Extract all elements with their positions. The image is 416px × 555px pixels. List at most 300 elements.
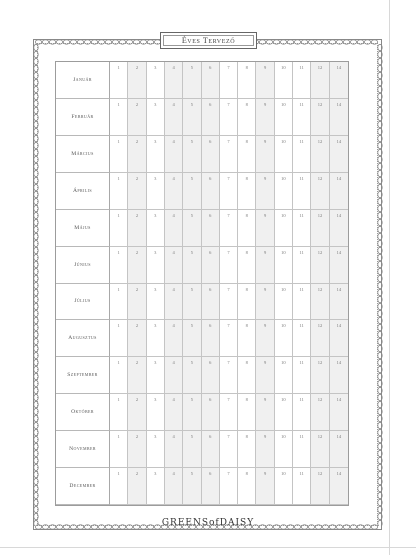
day-cell[interactable] [165, 210, 183, 247]
day-cell[interactable] [128, 210, 146, 247]
day-cell[interactable] [165, 136, 183, 173]
day-cell[interactable] [110, 173, 128, 210]
day-cell[interactable] [311, 99, 329, 136]
day-cell[interactable] [183, 284, 201, 321]
day-number: 2 [135, 434, 139, 440]
day-cell[interactable] [293, 173, 311, 210]
day-cell[interactable] [165, 468, 183, 505]
day-cell[interactable] [293, 99, 311, 136]
brand-logo: GREENSofDAISY [161, 518, 255, 528]
day-cell[interactable] [183, 136, 201, 173]
day-cell[interactable] [165, 173, 183, 210]
day-number: 3 [154, 249, 157, 255]
day-cell[interactable] [202, 357, 220, 394]
day-number: 7 [227, 397, 230, 403]
day-cell[interactable] [147, 62, 165, 99]
day-cell[interactable] [238, 357, 256, 394]
day-number: 6 [209, 286, 212, 292]
day-cell[interactable] [293, 247, 311, 284]
day-number: 4 [172, 175, 175, 181]
day-number: 10 [281, 434, 286, 440]
day-number: 12 [317, 101, 323, 107]
day-cell[interactable] [256, 320, 274, 357]
day-cell[interactable] [183, 99, 201, 136]
day-cell[interactable] [293, 394, 311, 431]
day-number: 6 [209, 65, 212, 70]
day-number: 8 [245, 323, 248, 329]
day-cell[interactable] [256, 99, 274, 136]
day-cell[interactable] [128, 357, 146, 394]
day-cell[interactable] [202, 431, 220, 468]
day-cell[interactable] [256, 394, 274, 431]
day-cell[interactable] [256, 468, 274, 505]
month-label: Augusztus [56, 320, 110, 357]
day-cell[interactable] [238, 136, 256, 173]
day-number: 1 [117, 360, 120, 366]
month-label: Október [56, 394, 110, 431]
day-number: 9 [263, 471, 267, 477]
day-number: 5 [190, 286, 193, 292]
day-cell[interactable] [330, 62, 348, 99]
chain-border-right-icon [376, 44, 384, 526]
title-banner [160, 32, 257, 49]
day-cell[interactable] [147, 136, 165, 173]
day-number: 11 [299, 175, 304, 181]
day-number: 4 [172, 212, 175, 218]
month-label: Július [56, 284, 110, 321]
day-number: 5 [190, 175, 193, 181]
day-cell[interactable] [183, 320, 201, 357]
day-cell[interactable] [256, 284, 274, 321]
day-cell[interactable] [330, 431, 348, 468]
day-number: 7 [227, 175, 230, 181]
day-cell[interactable] [183, 394, 201, 431]
day-cell[interactable] [256, 431, 274, 468]
day-cell[interactable] [220, 136, 238, 173]
day-number: 10 [281, 360, 286, 366]
day-number: 10 [281, 249, 286, 255]
day-number: 5 [190, 360, 193, 366]
day-number: 6 [209, 175, 212, 181]
day-number: 5 [190, 249, 193, 255]
day-cell[interactable] [311, 247, 329, 284]
day-cell[interactable] [330, 284, 348, 321]
day-cell[interactable] [238, 99, 256, 136]
day-cell[interactable] [202, 320, 220, 357]
day-cell[interactable] [256, 247, 274, 284]
day-cell[interactable] [202, 99, 220, 136]
day-number: 2 [135, 249, 139, 255]
day-number: 6 [209, 101, 212, 107]
day-number: 5 [190, 434, 193, 440]
day-cell[interactable] [311, 320, 329, 357]
day-cell[interactable] [165, 394, 183, 431]
day-number: 8 [245, 397, 248, 403]
day-cell[interactable] [330, 394, 348, 431]
page-title: Éves Tervező [181, 36, 236, 45]
day-cell[interactable] [256, 173, 274, 210]
day-cell[interactable] [110, 431, 128, 468]
day-cell[interactable] [183, 62, 201, 99]
day-number: 3 [154, 212, 157, 218]
day-cell[interactable] [165, 99, 183, 136]
day-cell[interactable] [220, 99, 238, 136]
day-number: 8 [245, 101, 248, 107]
day-number: 3 [154, 323, 157, 329]
day-number: 6 [209, 323, 212, 329]
day-number: 12 [317, 471, 323, 477]
day-number: 14 [336, 65, 342, 70]
day-number: 4 [172, 323, 175, 329]
day-cell[interactable] [220, 431, 238, 468]
day-number: 2 [135, 286, 139, 292]
day-cell[interactable] [220, 247, 238, 284]
day-cell[interactable] [128, 99, 146, 136]
day-cell[interactable] [183, 210, 201, 247]
day-number: 9 [263, 397, 267, 403]
day-cell[interactable] [128, 247, 146, 284]
day-number: 1 [117, 101, 120, 107]
day-number: 12 [317, 434, 323, 440]
day-number: 11 [299, 65, 304, 70]
day-number: 12 [317, 397, 323, 403]
day-number: 11 [299, 397, 304, 403]
day-cell[interactable] [220, 394, 238, 431]
day-number: 14 [336, 249, 342, 255]
day-number: 3 [154, 360, 157, 366]
day-cell[interactable] [275, 357, 293, 394]
day-number: 14 [336, 471, 342, 477]
day-cell[interactable] [128, 468, 146, 505]
day-cell[interactable] [238, 320, 256, 357]
day-cell[interactable] [293, 62, 311, 99]
day-number: 14 [336, 286, 342, 292]
day-cell[interactable] [110, 284, 128, 321]
day-number: 14 [336, 434, 342, 440]
day-number: 8 [245, 471, 248, 477]
day-number: 11 [299, 101, 304, 107]
day-number: 14 [336, 212, 342, 218]
day-cell[interactable] [147, 394, 165, 431]
day-cell[interactable] [202, 210, 220, 247]
day-number: 10 [281, 471, 286, 477]
day-number: 3 [154, 434, 157, 440]
day-number: 4 [172, 286, 175, 292]
day-cell[interactable] [165, 247, 183, 284]
day-number: 10 [281, 212, 286, 218]
month-label: November [56, 431, 110, 468]
day-number: 4 [172, 434, 175, 440]
day-number: 8 [245, 249, 248, 255]
day-cell[interactable] [256, 62, 274, 99]
day-cell[interactable] [311, 394, 329, 431]
month-label: December [56, 468, 110, 505]
day-cell[interactable] [330, 468, 348, 505]
day-cell[interactable] [293, 468, 311, 505]
day-cell[interactable] [330, 99, 348, 136]
day-cell[interactable] [165, 357, 183, 394]
month-label: Április [56, 173, 110, 210]
day-number: 12 [317, 360, 323, 366]
day-cell[interactable] [275, 62, 293, 99]
day-cell[interactable] [311, 468, 329, 505]
day-number: 7 [227, 434, 230, 440]
day-number: 4 [172, 138, 175, 144]
day-cell[interactable] [330, 136, 348, 173]
day-number: 1 [117, 471, 120, 477]
day-number: 2 [135, 65, 139, 70]
day-cell[interactable] [311, 210, 329, 247]
day-cell[interactable] [147, 247, 165, 284]
day-cell[interactable] [293, 431, 311, 468]
day-number: 14 [336, 175, 342, 181]
day-cell[interactable] [110, 136, 128, 173]
day-cell[interactable] [147, 320, 165, 357]
day-number: 11 [299, 249, 304, 255]
month-label: Május [56, 210, 110, 247]
day-number: 8 [245, 286, 248, 292]
day-number: 9 [263, 323, 267, 329]
day-cell[interactable] [330, 357, 348, 394]
day-cell[interactable] [110, 320, 128, 357]
day-number: 8 [245, 360, 248, 366]
day-number: 1 [117, 323, 120, 329]
day-number: 7 [227, 360, 230, 366]
day-cell[interactable] [147, 173, 165, 210]
day-cell[interactable] [330, 210, 348, 247]
day-number: 11 [299, 323, 304, 329]
day-cell[interactable] [147, 431, 165, 468]
day-cell[interactable] [275, 99, 293, 136]
day-cell[interactable] [311, 431, 329, 468]
day-number: 3 [154, 65, 157, 70]
day-number: 5 [190, 397, 193, 403]
day-cell[interactable] [110, 62, 128, 99]
day-cell[interactable] [238, 62, 256, 99]
day-cell[interactable] [147, 468, 165, 505]
day-cell[interactable] [256, 357, 274, 394]
day-number: 10 [281, 101, 286, 107]
day-cell[interactable] [110, 357, 128, 394]
day-number: 9 [263, 101, 267, 107]
day-cell[interactable] [128, 394, 146, 431]
day-cell[interactable] [238, 173, 256, 210]
day-number: 1 [117, 434, 120, 440]
day-cell[interactable] [165, 284, 183, 321]
day-cell[interactable] [183, 357, 201, 394]
day-cell[interactable] [110, 468, 128, 505]
day-number: 3 [154, 175, 157, 181]
day-cell[interactable] [311, 173, 329, 210]
day-cell[interactable] [110, 99, 128, 136]
day-cell[interactable] [330, 320, 348, 357]
day-number: 7 [227, 212, 230, 218]
day-cell[interactable] [311, 62, 329, 99]
day-number: 11 [299, 286, 304, 292]
day-cell[interactable] [311, 357, 329, 394]
day-cell[interactable] [183, 468, 201, 505]
day-number: 6 [209, 212, 212, 218]
day-number: 12 [317, 286, 323, 292]
day-number: 9 [263, 249, 267, 255]
day-cell[interactable] [202, 173, 220, 210]
day-number: 1 [117, 65, 120, 70]
day-number: 2 [135, 360, 139, 366]
day-number: 2 [135, 212, 139, 218]
day-cell[interactable] [147, 357, 165, 394]
page-edge-right [389, 0, 390, 555]
day-cell[interactable] [220, 210, 238, 247]
day-cell[interactable] [128, 284, 146, 321]
day-number: 1 [117, 175, 120, 181]
day-cell[interactable] [202, 394, 220, 431]
day-cell[interactable] [238, 284, 256, 321]
day-number: 4 [172, 397, 175, 403]
day-cell[interactable] [110, 247, 128, 284]
day-number: 3 [154, 138, 157, 144]
day-cell[interactable] [275, 136, 293, 173]
day-number: 4 [172, 101, 175, 107]
day-number: 7 [227, 323, 230, 329]
day-cell[interactable] [275, 431, 293, 468]
day-cell[interactable] [275, 468, 293, 505]
day-cell[interactable] [183, 247, 201, 284]
day-cell[interactable] [183, 173, 201, 210]
day-cell[interactable] [293, 357, 311, 394]
day-cell[interactable] [202, 468, 220, 505]
day-cell[interactable] [202, 247, 220, 284]
day-cell[interactable] [147, 210, 165, 247]
month-label: Március [56, 136, 110, 173]
day-number: 6 [209, 138, 212, 144]
day-cell[interactable] [128, 431, 146, 468]
day-cell[interactable] [128, 62, 146, 99]
day-number: 14 [336, 360, 342, 366]
day-cell[interactable] [128, 320, 146, 357]
day-number: 14 [336, 397, 342, 403]
day-cell[interactable] [202, 284, 220, 321]
day-number: 2 [135, 397, 139, 403]
day-number: 11 [299, 434, 304, 440]
day-number: 6 [209, 360, 212, 366]
day-number: 11 [299, 212, 304, 218]
day-number: 4 [172, 360, 175, 366]
day-number: 14 [336, 138, 342, 144]
day-number: 12 [317, 249, 323, 255]
day-cell[interactable] [110, 210, 128, 247]
day-cell[interactable] [256, 210, 274, 247]
day-cell[interactable] [220, 62, 238, 99]
day-number: 7 [227, 101, 230, 107]
day-cell[interactable] [256, 136, 274, 173]
day-number: 9 [263, 175, 267, 181]
day-number: 1 [117, 286, 120, 292]
day-number: 12 [317, 212, 323, 218]
day-cell[interactable] [128, 136, 146, 173]
day-number: 11 [299, 138, 304, 144]
day-cell[interactable] [147, 99, 165, 136]
day-cell[interactable] [293, 210, 311, 247]
day-cell[interactable] [128, 173, 146, 210]
day-number: 6 [209, 471, 212, 477]
day-cell[interactable] [275, 210, 293, 247]
day-number: 10 [281, 65, 286, 70]
day-number: 9 [263, 65, 267, 70]
day-cell[interactable] [330, 173, 348, 210]
month-label: Február [56, 99, 110, 136]
day-number: 11 [299, 360, 304, 366]
day-cell[interactable] [275, 320, 293, 357]
day-cell[interactable] [220, 173, 238, 210]
day-cell[interactable] [220, 468, 238, 505]
day-cell[interactable] [275, 173, 293, 210]
day-cell[interactable] [293, 136, 311, 173]
day-number: 3 [154, 286, 157, 292]
day-number: 9 [263, 286, 267, 292]
yearly-planner-table [55, 61, 349, 506]
day-cell[interactable] [110, 394, 128, 431]
day-number: 10 [281, 286, 286, 292]
day-cell[interactable] [275, 247, 293, 284]
day-cell[interactable] [202, 62, 220, 99]
day-number: 6 [209, 397, 212, 403]
day-number: 9 [263, 138, 267, 144]
day-number: 3 [154, 397, 157, 403]
day-cell[interactable] [220, 284, 238, 321]
day-cell[interactable] [275, 284, 293, 321]
month-label: Szeptember [56, 357, 110, 394]
day-cell[interactable] [147, 284, 165, 321]
day-cell[interactable] [220, 320, 238, 357]
day-cell[interactable] [293, 320, 311, 357]
day-cell[interactable] [311, 136, 329, 173]
day-number: 9 [263, 434, 267, 440]
day-number: 6 [209, 249, 212, 255]
day-number: 8 [245, 65, 248, 70]
day-cell[interactable] [330, 247, 348, 284]
day-cell[interactable] [165, 62, 183, 99]
day-cell[interactable] [183, 431, 201, 468]
day-cell[interactable] [202, 136, 220, 173]
day-number: 8 [245, 434, 248, 440]
day-cell[interactable] [238, 210, 256, 247]
day-number: 3 [154, 471, 157, 477]
day-number: 12 [317, 175, 323, 181]
day-cell[interactable] [165, 320, 183, 357]
day-number: 2 [135, 138, 139, 144]
day-number: 5 [190, 471, 193, 477]
day-cell[interactable] [238, 247, 256, 284]
day-number: 1 [117, 249, 120, 255]
day-number: 7 [227, 471, 230, 477]
day-number: 5 [190, 212, 193, 218]
day-cell[interactable] [165, 431, 183, 468]
day-number: 4 [172, 249, 175, 255]
day-cell[interactable] [238, 394, 256, 431]
day-cell[interactable] [238, 468, 256, 505]
day-cell[interactable] [275, 394, 293, 431]
day-cell[interactable] [311, 284, 329, 321]
day-number: 4 [172, 471, 175, 477]
day-cell[interactable] [293, 284, 311, 321]
month-label: Június [56, 247, 110, 284]
day-number: 1 [117, 138, 120, 144]
day-cell[interactable] [238, 431, 256, 468]
day-number: 12 [317, 323, 323, 329]
day-number: 10 [281, 397, 286, 403]
day-number: 10 [281, 175, 286, 181]
day-cell[interactable] [220, 357, 238, 394]
